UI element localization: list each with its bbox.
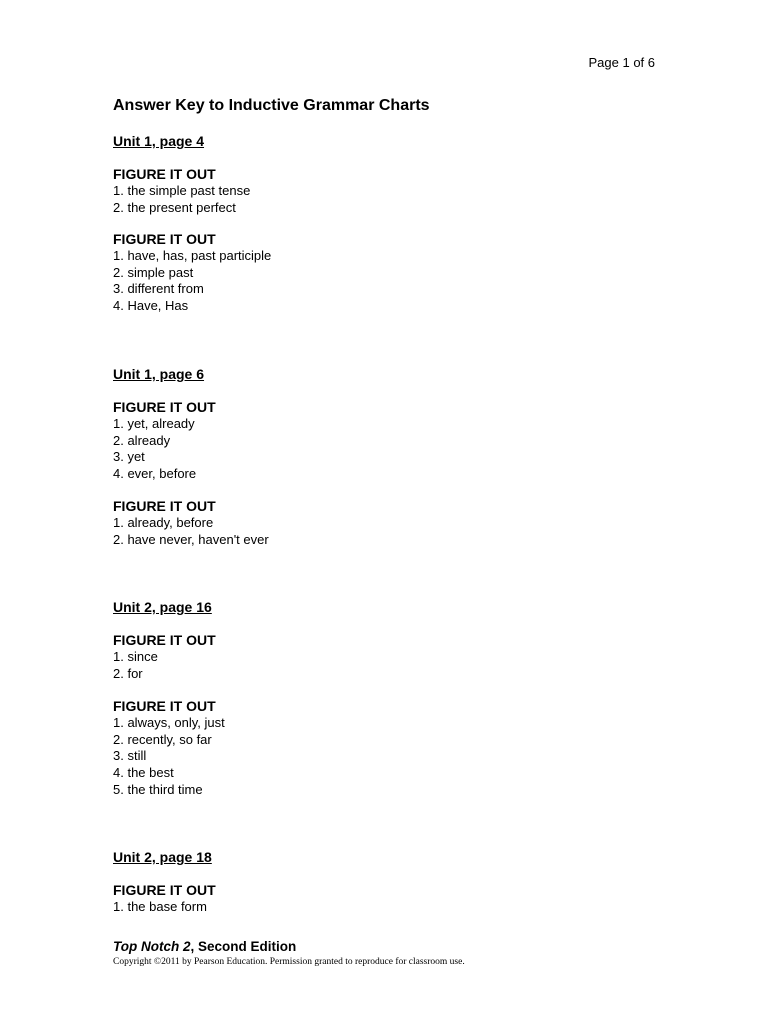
answer-item: 5. the third time [113,781,203,797]
unit-heading: Unit 2, page 16 [113,599,212,615]
figure-heading: FIGURE IT OUT [113,698,216,715]
answer-list [113,248,653,314]
answer-list [113,715,653,798]
figure-heading: FIGURE IT OUT [113,399,216,415]
figure-block [113,698,653,798]
answer-list [113,416,653,482]
figure-block [113,498,653,548]
document-title: Answer Key to Inductive Grammar Charts [113,97,430,114]
answer-item: 1. the simple past tense [113,183,251,198]
answer-item: 1. have, has, past participle [113,248,272,264]
unit-heading: Unit 2, page 18 [113,849,212,865]
page-footer [113,938,465,968]
figure-heading: FIGURE IT OUT [113,231,216,248]
answer-list [113,899,653,916]
unit-section-1 [113,133,653,315]
footer-book-title [113,938,465,956]
unit-heading: Unit 1, page 4 [113,133,205,149]
answer-item: 2. already [113,432,171,448]
answer-item: 4. Have, Has [113,297,189,313]
answer-list [113,183,653,216]
unit-section-2 [113,366,653,549]
figure-block [113,399,653,482]
footer-copyright: Copyright ©2011 by Pearson Education. Permission granted to reproduce for classroom use. [113,957,465,967]
answer-item: 1. already, before [113,515,214,531]
book-edition: , Second Edition [190,939,297,954]
answer-item: 3. different from [113,281,204,297]
answer-item: 2. simple past [113,264,194,280]
answer-item: 1. always, only, just [113,715,225,731]
answer-item: 2. for [113,665,143,681]
figure-block [113,166,653,216]
answer-item: 4. the best [113,764,174,780]
figure-heading: FIGURE IT OUT [113,166,216,182]
figure-block [113,882,653,916]
figure-block [113,632,653,682]
answer-item: 4. ever, before [113,465,197,481]
figure-heading: FIGURE IT OUT [113,498,216,515]
answer-item: 3. yet [113,449,145,465]
answer-list [113,649,653,682]
figure-heading: FIGURE IT OUT [113,632,216,648]
unit-section-3 [113,599,653,798]
answer-item: 1. since [113,649,158,664]
figure-block [113,231,653,314]
answer-item: 1. yet, already [113,416,195,431]
unit-heading: Unit 1, page 6 [113,366,205,382]
answer-list [113,515,653,548]
answer-item: 2. have never, haven't ever [113,531,269,547]
figure-heading: FIGURE IT OUT [113,882,216,898]
page-number: Page 1 of 6 [588,55,655,70]
answer-item: 2. recently, so far [113,731,212,747]
answer-item: 3. still [113,748,147,764]
book-title: Top Notch 2 [113,939,191,954]
unit-section-4 [113,849,653,916]
answer-item: 1. the base form [113,899,207,914]
answer-item: 2. the present perfect [113,199,236,215]
